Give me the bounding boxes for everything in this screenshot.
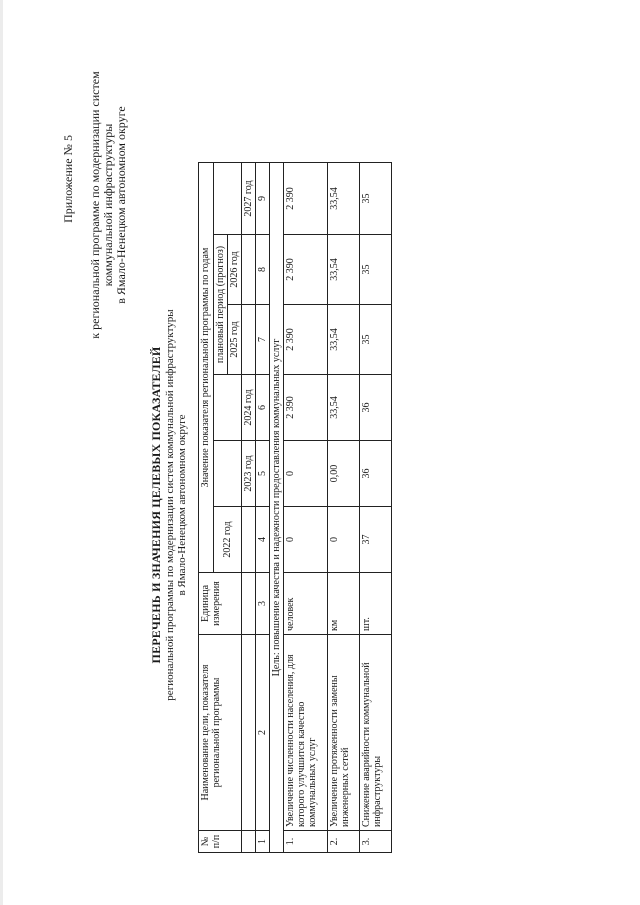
value-2027: 35 [360, 163, 392, 235]
value-2025: 35 [360, 305, 392, 375]
value-2022: 0 [328, 507, 360, 573]
row-name: Увеличение численности населения, для которого улучшится качество коммунальных услуг [284, 635, 328, 831]
row-name: Снижение аварийности коммунальной инфраструктуры [360, 635, 392, 831]
value-2024: 36 [360, 375, 392, 441]
table-row [284, 163, 328, 853]
value-2023: 0,00 [328, 441, 360, 507]
row-unit: км [328, 573, 360, 635]
row-name: Увеличение протяженности замены инженерных сетей [328, 635, 360, 831]
column-number: 5 [256, 441, 270, 507]
table-row [328, 163, 360, 853]
header-empty [242, 573, 256, 635]
goal-text: Цель: повышение качества и надежности предоставления коммунальных услуг [270, 163, 284, 853]
column-number: 3 [256, 573, 270, 635]
header-year-2022: 2022 год [214, 507, 242, 573]
column-number: 8 [256, 235, 270, 305]
value-2027: 2 390 [284, 163, 328, 235]
value-2023: 36 [360, 441, 392, 507]
value-2024: 2 390 [284, 375, 328, 441]
appendix-line: к региональной программе по модернизации систем [88, 71, 102, 339]
header-unit: Единица измерения [199, 573, 242, 635]
header-year-2025: 2025 год [228, 305, 242, 375]
column-number: 9 [256, 163, 270, 235]
header-empty [242, 831, 256, 853]
indicators-table [198, 162, 392, 853]
header-empty [242, 507, 256, 573]
value-2026: 33,54 [328, 235, 360, 305]
header-empty [242, 235, 256, 305]
goal-row [270, 163, 284, 853]
header-name: Наименование цели, показателя региональной программы [199, 635, 242, 831]
value-2024: 33,54 [328, 375, 360, 441]
header-year-2027: 2027 год [242, 163, 256, 235]
appendix-line: коммунальной инфраструктуры [101, 123, 115, 287]
header-empty [214, 163, 242, 235]
table-year-row [242, 163, 256, 853]
header-year-2024: 2024 год [242, 375, 256, 441]
header-empty [242, 635, 256, 831]
header-year-2023: 2023 год [242, 441, 256, 507]
column-number: 7 [256, 305, 270, 375]
row-num: 3. [360, 831, 392, 853]
document-title: ПЕРЕЧЕНЬ И ЗНАЧЕНИЯ ЦЕЛЕВЫХ ПОКАЗАТЕЛЕЙ [149, 346, 163, 664]
value-2025: 2 390 [284, 305, 328, 375]
value-2023: 0 [284, 441, 328, 507]
row-unit: человек [284, 573, 328, 635]
value-2027: 33,54 [328, 163, 360, 235]
appendix-line: в Ямало-Ненецком автономном округе [114, 106, 128, 304]
header-num: № п/п [199, 831, 242, 853]
header-empty [242, 305, 256, 375]
column-number-row [256, 163, 270, 853]
value-2026: 2 390 [284, 235, 328, 305]
column-number: 6 [256, 375, 270, 441]
row-unit: шт. [360, 573, 392, 635]
value-2022: 37 [360, 507, 392, 573]
appendix-number: Приложение № 5 [61, 135, 75, 223]
value-2026: 35 [360, 235, 392, 305]
row-num: 2. [328, 831, 360, 853]
table-row [360, 163, 392, 853]
header-values-group: Значение показателя региональной программы по годам [199, 163, 214, 573]
column-number: 4 [256, 507, 270, 573]
table-header-row [199, 163, 214, 853]
document-heading [150, 225, 188, 785]
value-2025: 33,54 [328, 305, 360, 375]
header-planned: плановый период (прогноз) [214, 235, 228, 375]
document-subtitle: региональной программы по модернизации систем коммунальной инфраструктуры [164, 309, 176, 701]
column-number: 2 [256, 635, 270, 831]
column-number: 1 [256, 831, 270, 853]
document-subtitle: в Ямало-Ненецком автономном округе [176, 414, 188, 596]
header-year-2026: 2026 год [228, 235, 242, 305]
row-num: 1. [284, 831, 328, 853]
value-2022: 0 [284, 507, 328, 573]
header-empty [214, 441, 242, 507]
header-empty [214, 375, 242, 441]
appendix-block [62, 45, 128, 365]
